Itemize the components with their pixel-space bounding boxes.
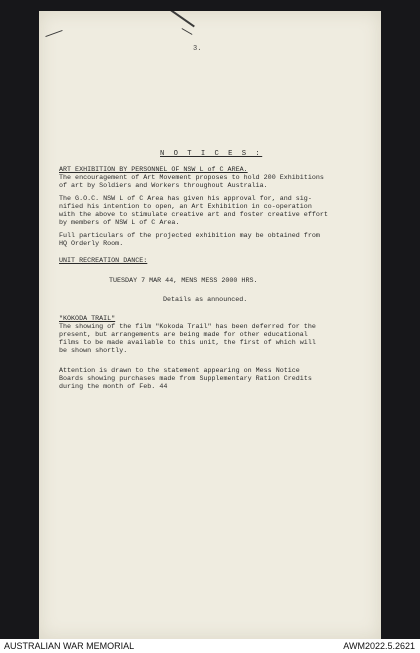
pencil-mark xyxy=(182,28,193,35)
notice-art-line: Full particulars of the projected exhibition may be obtained from xyxy=(59,232,320,240)
notice-art-title: ART EXHIBITION BY PERSONNEL OF NSW L of C AREA. xyxy=(59,166,248,174)
notice-film-line: be shown shortly. xyxy=(59,347,128,355)
notice-art-line: The encouragement of Art Movement proposes to hold 200 Exhibitions xyxy=(59,174,324,182)
notice-art-line: HQ Orderly Room. xyxy=(59,240,124,248)
page-heading: N O T I C E S : xyxy=(160,150,263,158)
pencil-mark xyxy=(169,11,195,27)
notice-film-line: films to be made available to this unit, the first of which will xyxy=(59,339,316,347)
notice-art-line: of art by Soldiers and Workers throughout Australia. xyxy=(59,182,268,190)
notice-dance-details: Details as announced. xyxy=(163,296,248,304)
notice-mess-line: during the month of Feb. 44 xyxy=(59,383,168,391)
document-page xyxy=(39,11,381,639)
notice-art-line: nified his intention to open, an Art Exhibition in co-operation xyxy=(59,203,312,211)
notice-art-line: with the above to stimulate creative art and foster creative effort xyxy=(59,211,328,219)
notice-art-line: by members of NSW L of C Area. xyxy=(59,219,180,227)
notice-film-line: present, but arrangements are being made for other educational xyxy=(59,331,308,339)
pencil-mark xyxy=(45,30,62,37)
archive-footer xyxy=(0,639,420,653)
notice-art-line: The G.O.C. NSW L of C Area has given his approval for, and sig- xyxy=(59,195,312,203)
page-number: 3. xyxy=(193,45,202,53)
notice-dance-when: TUESDAY 7 MAR 44, MENS MESS 2000 HRS. xyxy=(109,277,258,285)
footer-accession-id: AWM2022.5.2621 xyxy=(343,641,415,651)
notice-mess-line: Attention is drawn to the statement appearing on Mess Notice xyxy=(59,367,300,375)
notice-mess-line: Boards showing purchases made from Supplementary Ration Credits xyxy=(59,375,312,383)
footer-institution: AUSTRALIAN WAR MEMORIAL xyxy=(4,641,135,651)
notice-film-line: The showing of the film "Kokoda Trail" has been deferred for the xyxy=(59,323,316,331)
notice-dance-title: UNIT RECREATION DANCE: xyxy=(59,257,148,265)
notice-film-title: "KOKODA TRAIL" xyxy=(59,315,116,323)
